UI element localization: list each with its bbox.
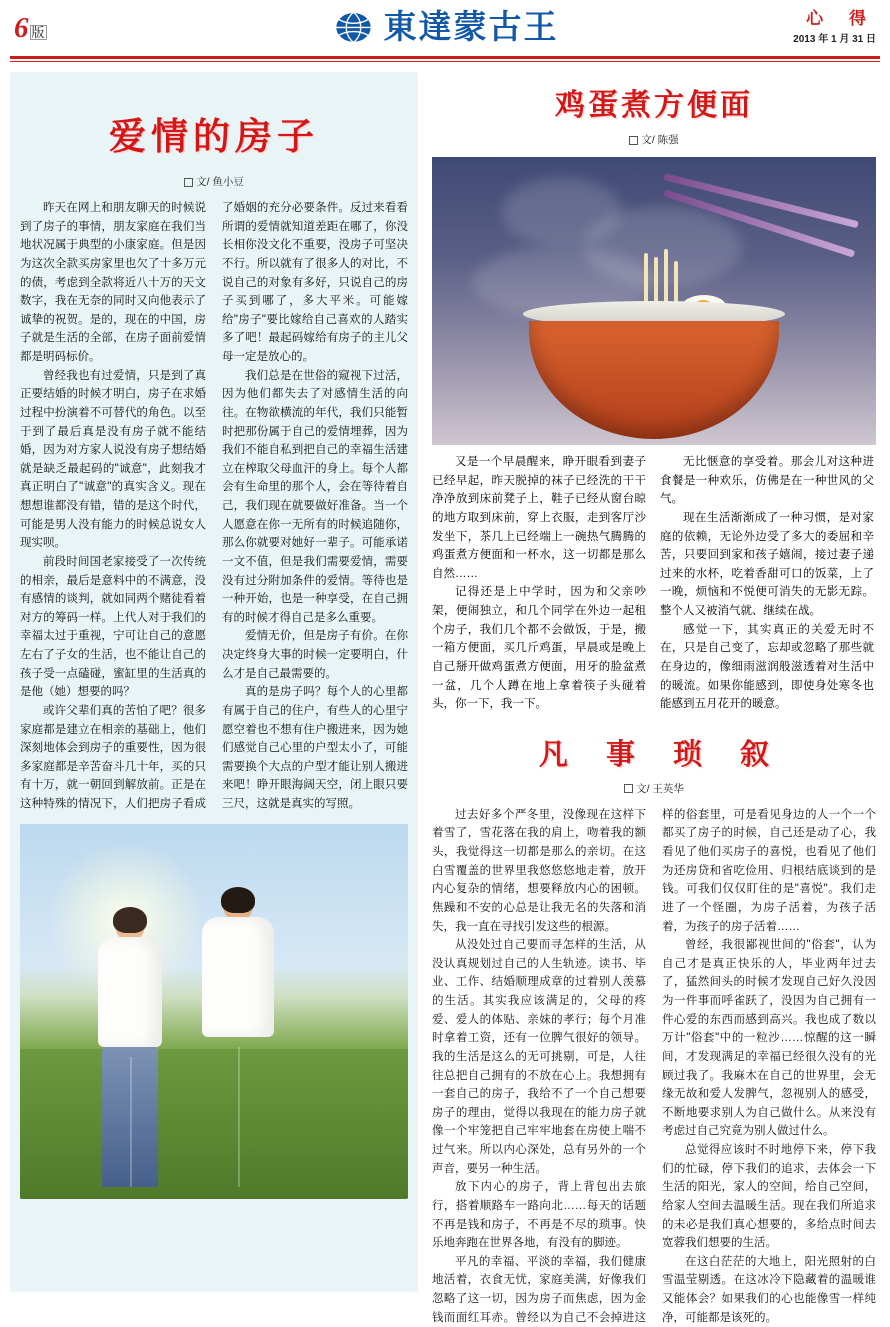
- woman-jeans: [102, 1047, 158, 1187]
- man-head: [223, 887, 253, 921]
- masthead-rule: [10, 56, 880, 59]
- page-number: [14, 11, 47, 44]
- page-title: 爱情的房子: [109, 114, 319, 158]
- paragraph: 过去好多个严冬里，没像现在这样下着雪了，雪花落在我的肩上，吻着我的额头，我觉得这一切都是那么的亲切。在这白雪覆盖的世界里我悠悠悠地走着，放开内心复杂的情绪，想要释放内心的困顿。焦躁和不安的心总是让我无名的失落和消失，我一直在寻找引发这些的根源。: [432, 808, 646, 933]
- paragraph: 前段时间国老家接受了一次传统的相亲，最后是意料中的不满意，没有感情的谈判，就如同两个赌徒看着对方的筹码一样。上代人对于我们的幸福太过于重视，宁可让自己的意愿左右了子女的生活，也不能让自己的孩子受一点磕碰，蜜缸里的生活真的是他（她）想要的吗？: [20, 555, 206, 699]
- byline-marker-icon: [624, 784, 633, 793]
- page-number-unit: 版: [31, 24, 45, 40]
- byline: [432, 132, 876, 147]
- instant-noodle-illustration: [432, 157, 876, 445]
- paragraph: 昨天在网上和朋友聊天的时候说到了房子的事情，朋友家庭在我们当地状况属于典型的小康家庭。但是因为这次全款买房家里也欠了十多万元的债，考虑到全款将近八十万的天文数字，我在无奈的同时又向他表示了诚挚的祝贺。是的，现在的中国，房子就是生活的全部，在房子面前爱情都是明码标价。: [20, 202, 206, 363]
- paragraph: 放下内心的房子，背上背包出去旅行，搭着顺路车一路向北……每天的话题不再是钱和房子，不再是不尽的琐事。快乐地奔跑在世界各地，有没有的脚迹。: [432, 1181, 646, 1250]
- right-column: [432, 72, 876, 1324]
- man-hair: [221, 887, 255, 913]
- article-love-house: [10, 72, 418, 1292]
- article-trivial-matters-headline: 凡 事 琐 叙: [538, 736, 784, 771]
- paragraph: 曾经，我很鄙视世间的"俗套"，认为自己才是真正快乐的人，毕业两年过去了，猛然间头的时候才发现自己好久没因为一件事而呼雀跃了，没因为自己拥有一件心爱的东西而感到高兴。我也成了数以万计"俗套"中的一粒沙……惊醒的这一瞬间，才发现满足的幸福已经很久没有的光顾过我了。我麻木在自己的世界里，会无缘无故和爱人发脾气，忽视别人的感受，不断地要求别人为自己做什么。从来没有考虑过自己究竟为别人做过什么。: [662, 939, 876, 1138]
- article-trivial-matters: [432, 732, 876, 1327]
- article-egg-noodles: [432, 80, 876, 714]
- paragraph: 现在生活渐渐成了一种习惯，是对家庭的依赖，无论外边受了多大的委屈和辛苦，只要回到家和孩子嬉闹，接过妻子递过来的水杯，吃着香甜可口的饭菜，上了一晚，烦恼和不悦便可消失的无影无踪。整个人又被消气就、继续在战。: [660, 511, 874, 617]
- paragraph: 我们总是在世俗的窥视下过活，因为他们都失去了对感情生活的向往。在物欲横流的年代，我们只能暂时把那份属于自己的爱情埋葬，因为我们不能自私到把自己的幸福生活建立在榨取父母血汗的身上。每个人都会有生命里的那个人，会在等待着自己，我们现在就要做好准备。当一个人愿意在你一无所有的时候追随你，那么你就要对她好一辈子。可能承诺一文不值，但是我们需要爱情，需要没有过分附加条件的爱情。等待也是一种开始，也是一种享受，在自己拥有的时候才得自己是多么重要。: [222, 369, 408, 624]
- page-body: [0, 62, 890, 1324]
- person-woman: [98, 907, 162, 1187]
- woman-hair: [113, 907, 147, 933]
- woman-torso: [98, 937, 162, 1047]
- paragraph: 感觉一下，其实真正的关爱无时不在，只是自己变了，忘却或忽略了那些就在身边的，像细雨滋润般滋透着对生活中的暖流。如果你能感到，即使身处寒冬也能感到五月花开的暖意。: [660, 623, 874, 711]
- byline-marker-icon: [184, 178, 193, 187]
- paragraph: 记得还是上中学时，因为和父亲吵架，便闹独立，和几个同学在外边一起租个房子，我们几个都不会做饭，于是，搬一箱方便面，买几斤鸡蛋，早晨或是晚上自己掰开做鸡蛋煮方便面，用牙的脸盆煮一盆，几个人蹲在地上拿着筷子头碰着头，你一下，我一下。: [432, 586, 646, 711]
- paragraph: 从没处过自己要而寻怎样的生活，从没认真规划过自己的人生轨迹。读书、毕业、工作、结婚顺理成章的过着别人羡慕的生活。其实我应该满足的，父母的疼爱、爱人的体贴、亲妹的孝行；每个月准时拿着工资，还有一位脾气很好的领导。我的生活是这么的无可挑剔，可是，人往往总把自己拥有的不放在心上。我想拥有一套自己的房子，我给不了一个自己想要房子的理由，觉得以我现在的能力房子就像一个牢笼把自己牢牢地套在房使上喘不过气来。所以内心深处，总有另外的一个声音，要另一种生活。: [432, 939, 646, 1175]
- globe-icon: [332, 4, 376, 48]
- masthead: [0, 0, 890, 56]
- article-egg-noodles-col-1: [432, 453, 646, 714]
- article-egg-noodles-body: [432, 453, 876, 714]
- byline-marker-icon: [629, 136, 638, 145]
- masthead-right: [793, 9, 876, 47]
- couple-walking-photo: [20, 824, 408, 1199]
- paragraph: 无比惬意的享受着。那会儿对这种进食餐是一种欢乐，仿佛是在一种世风的父气。: [660, 456, 874, 506]
- article-trivial-matters-body: [432, 806, 876, 1327]
- byline: [20, 174, 408, 189]
- paragraph: 又是一个早晨醒来，睁开眼看到妻子已经早起，昨天脱掉的袜子已经洗的干干净净放到床前凳子上，鞋子已经从窗台晾的地方取到床前，穿上衣服，走到客厅沙发坐下，茶几上已经端上一碗热气腾腾的鸡蛋煮方便面和一杯水，这一切都是那么自然……: [432, 456, 646, 580]
- article-love-house-body: [20, 199, 408, 814]
- paragraph: 平凡的幸福、平淡的幸福，我们健康地活着，衣食无忧，家庭美满，好像我们忽略了这一切，因为房子而焦虑，因为金钱而面红耳赤。曾经以为自己不会掉进这样的俗套里，可是看见身边的人一个一个都买了房子的时候，自己还是动了心，我看见了他们买房子的喜悦，也看见了他们为还房贷和省吃俭用、归根结底谈到的是钱。可我们仅仅盯住的是"喜悦"。我们走进了一个怪圈，为房子活着，为孩子活着，为孩子的房子活着……: [432, 808, 876, 1324]
- page-number-value: 6: [14, 11, 29, 44]
- byline-text: 文/ 陈强: [641, 134, 679, 146]
- article-egg-noodles-headline: 鸡蛋煮方便面: [555, 88, 753, 123]
- masthead-center: [332, 4, 559, 48]
- paragraph: 或许父辈们真的苦怕了吧？很多家庭都是建立在相亲的基础上，他们深刻地体会到房子的重要性，因为很多家庭都是辛苦奋斗几十年，买的只有十万，就一朝回到解放前。正是在这种特殊的情况下，人们把房子看成了婚姻的充分必要条件。反过来看看所谓的爱情就知道差距在哪了，你没长相你没文化不重要，没房子可坚决不行。所以就有了很多人的对比，不说自己的对象有多好，只说自己的房子买到哪了，多大平米。可能嫁给"房子"要比嫁给自己喜欢的人踏实多了吧！最起码嫁给有房子的主儿父母一定是放心的。: [20, 202, 408, 810]
- paper-title: 東達蒙古王: [383, 6, 559, 46]
- paragraph: 曾经我也有过爱情，只是到了真正要结婚的时候才明白，房子在求婚过程中扮演着不可替代的角色。以至于到了最后真是没有房子就不能结婚，因为对方家人说没有房子想结婚就是缺乏最起码的"诚意"，此刻我才真正明白了"诚意"的真实含义。现在想想谁都没有错，错的是这个时代，可能是男人没有能力的时候总说女人现实呗。: [20, 369, 206, 550]
- man-torso: [202, 917, 274, 1037]
- chopsticks: [664, 167, 854, 287]
- publication-date: 2013 年 1 月 31 日: [793, 34, 876, 46]
- noodle-bowl: [529, 321, 779, 439]
- byline-text: 文/ 鱼小豆: [196, 176, 244, 188]
- paragraph: 在这白茫茫的大地上，阳光照射的白雪温莹剔透。在这冰冷下隐藏着的温暖谁又能体会？如果我们的心也能像雪一样纯净，可能都是该死的。: [662, 1255, 876, 1324]
- paragraph: 真的是房子吗？每个人的心里都有属于自己的住户，有些人的心里宁愿空着也不想有住户搬进来，因为她们感觉自己心里的户型太小了，可能需要换个大点的户型才能让别人搬进来吧！睁开眼海阔天空，闭上眼只要三尺，这就是真实的写照。: [222, 686, 408, 810]
- paragraph: 总觉得应该时不时地停下来，停下我们的忙碌，停下我们的追求，去体会一下生活的阳光，家人的空间，给自己空间，给家人空间去温暖生活。现在我们所追求的未必是我们真心想要的，多给点时间去宽蓉我们想要的生活。: [662, 1144, 876, 1250]
- section-name: 心 得: [806, 9, 876, 30]
- article-egg-noodles-col-2: [660, 453, 874, 714]
- paragraph: 爱情无价，但是房子有价。在你决定终身大事的时候一定要明白，什么才是自己最需要的。: [222, 630, 408, 680]
- person-man: [202, 887, 274, 1187]
- byline: [432, 781, 876, 796]
- woman-head: [115, 907, 145, 941]
- byline-text: 文/ 王英华: [636, 782, 684, 795]
- man-jeans: [206, 1037, 270, 1187]
